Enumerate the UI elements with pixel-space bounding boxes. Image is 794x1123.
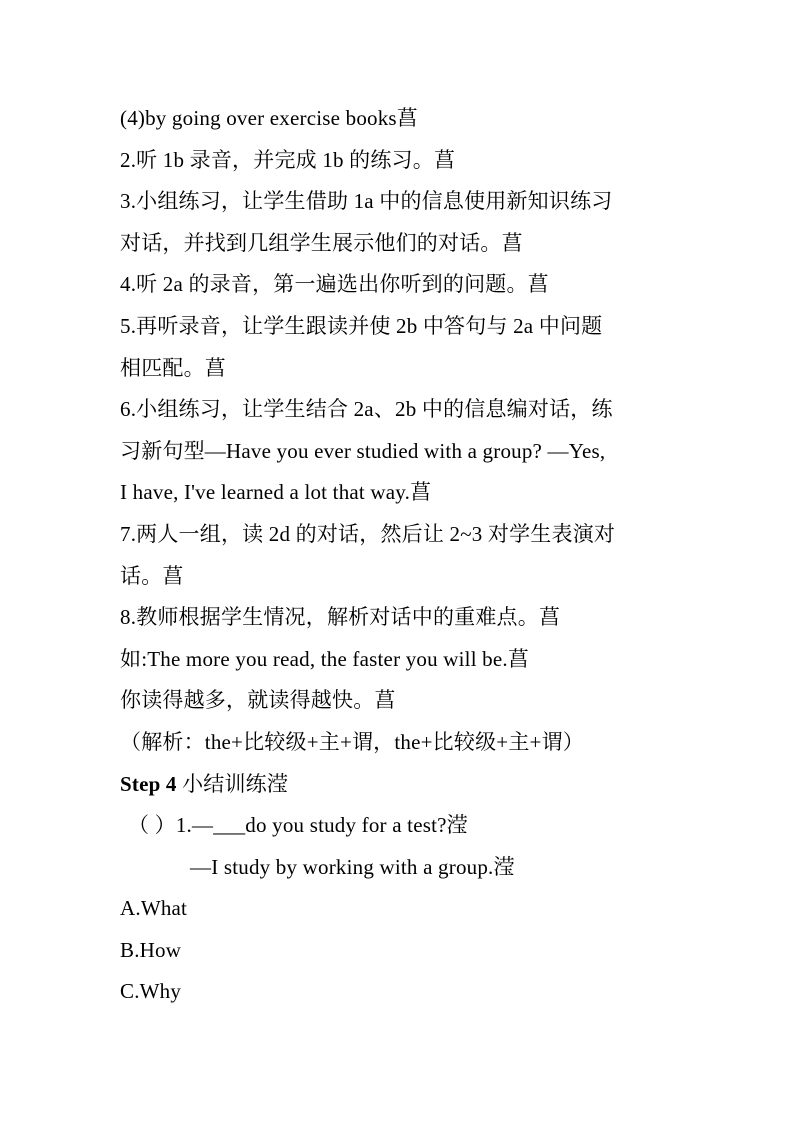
- text-line: 6.小组练习，让学生结合 2a、2b 中的信息编对话，练: [120, 397, 613, 422]
- step-heading-title: 小结训练滢: [176, 771, 289, 796]
- question-answer-line: —I study by working with a group.滢: [190, 854, 515, 879]
- option-b: B.How: [120, 937, 182, 962]
- text-line: 习新句型—Have you ever studied with a group? —Yes,: [120, 438, 606, 463]
- text-line: 8.教师根据学生情况，解析对话中的重难点。菖: [120, 605, 561, 630]
- step-heading-label: Step 4: [120, 771, 177, 796]
- text-line: 相匹配。菖: [120, 355, 226, 380]
- text-line: 5.再听录音，让学生跟读并使 2b 中答句与 2a 中问题: [120, 313, 603, 338]
- text-line: 你读得越多，就读得越快。菖: [120, 688, 396, 713]
- document-body: [120, 98, 680, 1013]
- text-line: 4.听 2a 的录音，第一遍选出你听到的问题。菖: [120, 272, 549, 297]
- text-line: I have, I've learned a lot that way.菖: [120, 480, 432, 505]
- text-line: 话。菖: [120, 563, 184, 588]
- text-line: 对话，并找到几组学生展示他们的对话。菖: [120, 230, 523, 255]
- step-heading: [120, 764, 680, 806]
- text-line: （解析：the+比较级+主+谓，the+比较级+主+谓）: [120, 729, 584, 754]
- text-line: 3.小组练习，让学生借助 1a 中的信息使用新知识练习: [120, 189, 613, 214]
- question-stem: （ ）1.—___do you study for a test?滢: [128, 813, 468, 838]
- option-c: C.Why: [120, 979, 182, 1004]
- text-line: 2.听 1b 录音，并完成 1b 的练习。菖: [120, 147, 456, 172]
- option-a: A.What: [120, 896, 188, 921]
- text-line: (4)by going over exercise books菖: [120, 106, 418, 130]
- text-line: 如:The more you read, the faster you will be.菖: [120, 646, 530, 671]
- text-line: 7.两人一组，读 2d 的对话，然后让 2~3 对学生表演对: [120, 521, 616, 546]
